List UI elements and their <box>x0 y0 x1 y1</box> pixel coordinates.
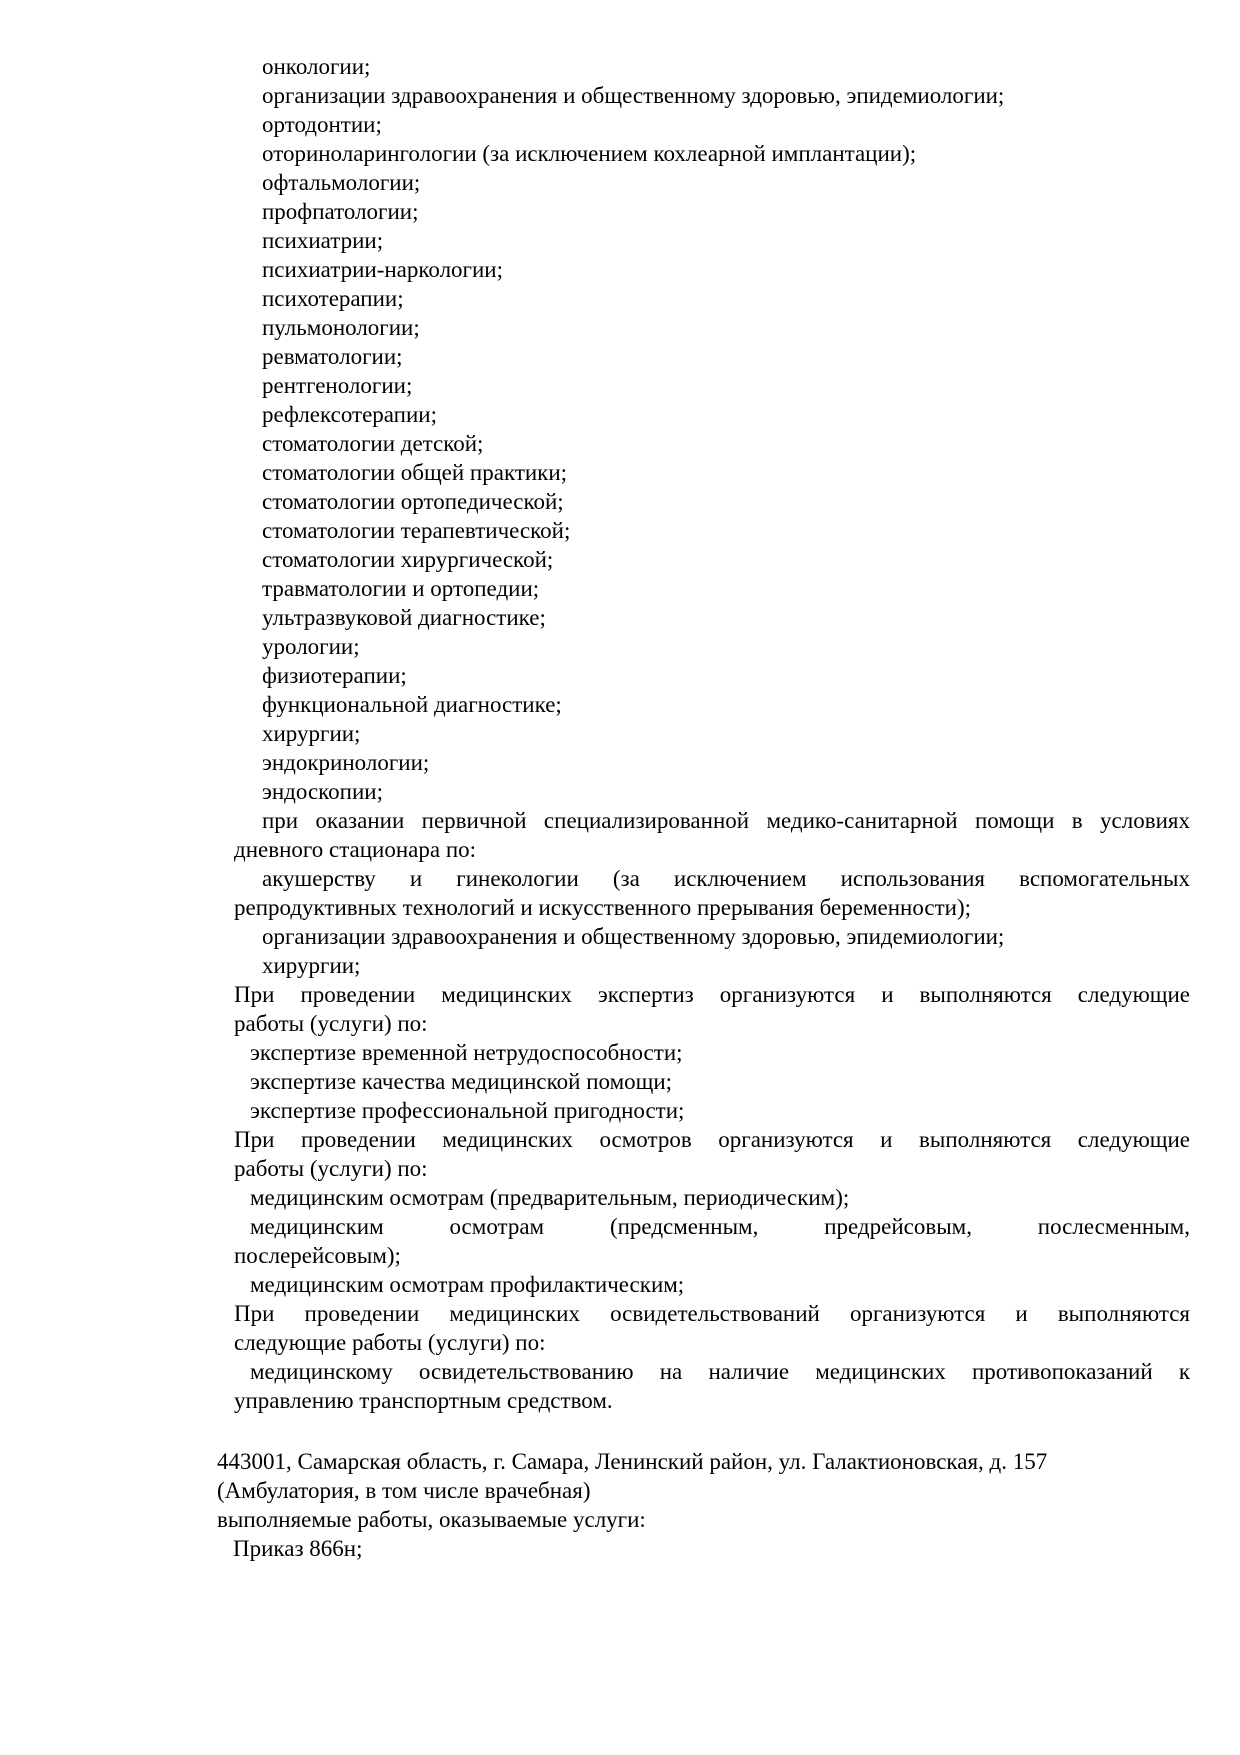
text-line: управлению транспортным средством. <box>234 1388 613 1413</box>
text-line: при оказании первичной специализированной медико-санитарной помощи в условиях <box>262 808 1190 833</box>
text-line: медицинским осмотрам профилактическим; <box>250 1272 685 1297</box>
text-line: Приказ 866н; <box>233 1536 363 1561</box>
text-line: рентгенологии; <box>262 373 413 398</box>
text-line: организации здравоохранения и общественному здоровью, эпидемиологии; <box>262 83 1005 108</box>
text-line: психотерапии; <box>262 286 404 311</box>
text-line: стоматологии терапевтической; <box>262 518 571 543</box>
text-line: пульмонологии; <box>262 315 420 340</box>
text-line: онкологии; <box>262 54 371 79</box>
text-line: ортодонтии; <box>262 112 382 137</box>
text-line: медицинскому освидетельствованию на наличие медицинских противопоказаний к <box>250 1359 1190 1384</box>
text-line: репродуктивных технологий и искусственного прерывания беременности); <box>234 895 972 920</box>
text-line: экспертизе качества медицинской помощи; <box>250 1069 673 1094</box>
text-line: функциональной диагностике; <box>262 692 562 717</box>
text-line: психиатрии-наркологии; <box>262 257 503 282</box>
text-line: ультразвуковой диагностике; <box>262 605 546 630</box>
text-line: эндокринологии; <box>262 750 430 775</box>
address-block <box>217 1447 1207 1563</box>
text-line: выполняемые работы, оказываемые услуги: <box>217 1507 646 1532</box>
text-line: При проведении медицинских экспертиз организуются и выполняются следующие <box>234 982 1190 1007</box>
text-line: экспертизе временной нетрудоспособности; <box>250 1040 683 1065</box>
text-line: урологии; <box>262 634 360 659</box>
text-line: психиатрии; <box>262 228 384 253</box>
text-line: медицинским осмотрам (предсменным, предрейсовым, послесменным, <box>250 1214 1190 1239</box>
text-line: 443001, Самарская область, г. Самара, Ленинский район, ул. Галактионовская, д. 157 <box>217 1449 1048 1474</box>
text-line: работы (услуги) по: <box>234 1156 428 1181</box>
text-line: офтальмологии; <box>262 170 421 195</box>
text-line: стоматологии детской; <box>262 431 484 456</box>
text-line: профпатологии; <box>262 199 419 224</box>
text-line: послерейсовым); <box>234 1243 401 1268</box>
text-line: оториноларингологии (за исключением кохлеарной имплантации); <box>262 141 917 166</box>
text-line: экспертизе профессиональной пригодности; <box>250 1098 685 1123</box>
text-line: хирургии; <box>262 721 361 746</box>
text-line: дневного стационара по: <box>234 837 477 862</box>
text-line: эндоскопии; <box>262 779 383 804</box>
text-line: стоматологии общей практики; <box>262 460 568 485</box>
text-line: акушерству и гинекологии (за исключением использования вспомогательных <box>262 866 1190 891</box>
text-line: стоматологии хирургической; <box>262 547 554 572</box>
text-line: хирургии; <box>262 953 361 978</box>
text-line: рефлексотерапии; <box>262 402 437 427</box>
text-line: физиотерапии; <box>262 663 407 688</box>
text-line: медицинским осмотрам (предварительным, периодическим); <box>250 1185 850 1210</box>
text-line: травматологии и ортопедии; <box>262 576 540 601</box>
text-line: ревматологии; <box>262 344 403 369</box>
text-line: следующие работы (услуги) по: <box>234 1330 546 1355</box>
text-line: При проведении медицинских осмотров организуются и выполняются следующие <box>234 1127 1190 1152</box>
text-line: стоматологии ортопедической; <box>262 489 564 514</box>
text-line: организации здравоохранения и общественному здоровью, эпидемиологии; <box>262 924 1005 949</box>
services-list-block <box>234 52 1190 1415</box>
text-line: При проведении медицинских освидетельствований организуются и выполняются <box>234 1301 1190 1326</box>
text-line: (Амбулатория, в том числе врачебная) <box>217 1478 591 1503</box>
text-line: работы (услуги) по: <box>234 1011 428 1036</box>
